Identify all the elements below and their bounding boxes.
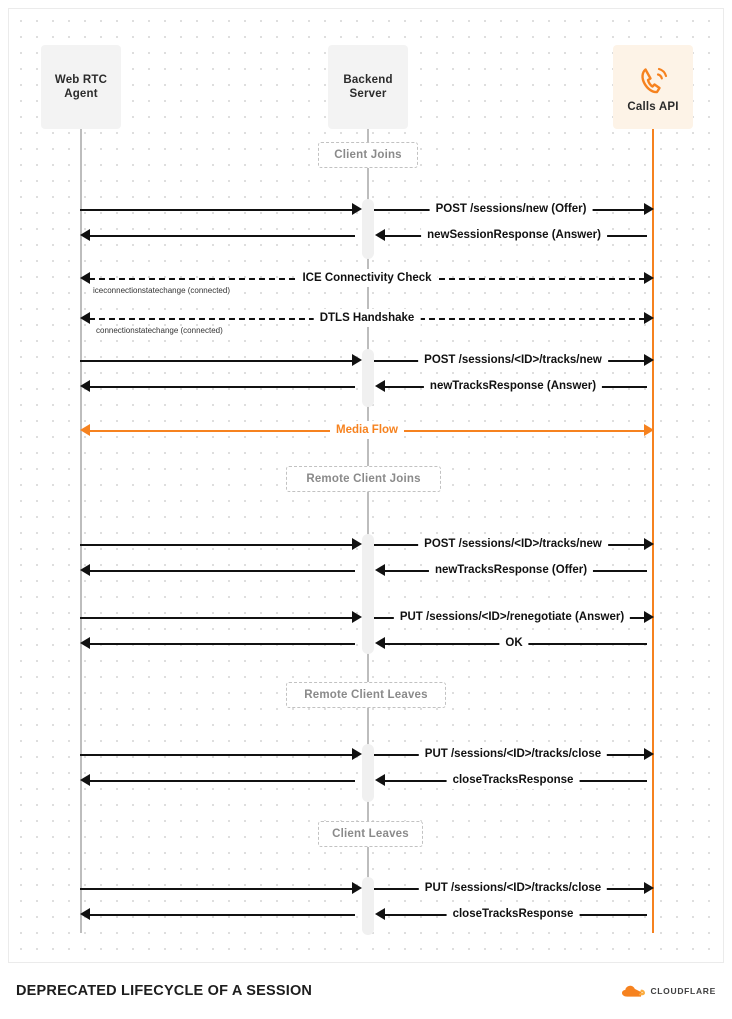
message-sublabel: connectionstatechange (connected)	[96, 326, 223, 335]
arrow-head-right-icon	[644, 354, 654, 366]
arrow-head-right-icon	[644, 312, 654, 324]
lifeline-calls	[652, 45, 654, 933]
arrow-head-right-icon	[644, 272, 654, 284]
message-label: POST /sessions/<ID>/tracks/new	[418, 535, 608, 553]
actor-calls-label: Calls API	[627, 100, 679, 113]
actor-webrtc-agent	[41, 45, 121, 129]
message-row	[9, 609, 725, 627]
arrow-head-left-icon	[80, 272, 90, 284]
phase-label: Remote Client Joins	[306, 473, 421, 485]
arrow-head-left-icon	[80, 229, 90, 241]
actor-webrtc-label-line1: Web RTC	[54, 73, 108, 86]
message-row	[9, 746, 725, 764]
arrow-line	[80, 544, 355, 546]
message-label: POST /sessions/new (Offer)	[430, 200, 593, 218]
arrow-head-left-icon	[80, 637, 90, 649]
message-label: newSessionResponse (Answer)	[421, 226, 607, 244]
cloud-icon	[621, 985, 645, 997]
message-label: closeTracksResponse	[447, 905, 580, 923]
message-row	[9, 378, 725, 396]
message-label: PUT /sessions/<ID>/tracks/close	[419, 745, 607, 763]
message-row	[9, 880, 725, 898]
cloudflare-logo	[621, 985, 716, 997]
message-row	[9, 201, 725, 219]
message-row	[9, 562, 725, 580]
arrow-head-right-icon	[352, 748, 362, 760]
arrow-head-left-icon	[375, 380, 385, 392]
arrow-line	[80, 888, 355, 890]
arrow-head-right-icon	[352, 538, 362, 550]
message-label: POST /sessions/<ID>/tracks/new	[418, 351, 608, 369]
phase-label: Client Leaves	[332, 828, 409, 840]
message-label: DTLS Handshake	[314, 309, 421, 327]
arrow-head-left-icon	[375, 637, 385, 649]
arrow-head-left-icon	[375, 908, 385, 920]
arrow-line	[89, 780, 355, 782]
message-row	[9, 227, 725, 245]
arrow-line	[89, 643, 355, 645]
message-label: PUT /sessions/<ID>/tracks/close	[419, 879, 607, 897]
message-row	[9, 906, 725, 924]
message-label: OK	[499, 634, 528, 652]
arrow-head-left-icon	[375, 564, 385, 576]
message-row	[9, 635, 725, 653]
message-row	[9, 536, 725, 554]
arrow-line	[80, 360, 355, 362]
arrow-head-left-icon	[80, 312, 90, 324]
arrow-head-left-icon	[80, 908, 90, 920]
arrow-head-right-icon	[644, 882, 654, 894]
message-label: ICE Connectivity Check	[296, 269, 437, 287]
phase-client-leaves	[318, 821, 423, 847]
phase-client-joins	[318, 142, 418, 168]
actor-backend-label-line2: Server	[349, 88, 387, 100]
arrow-line	[89, 235, 355, 237]
lifeline-webrtc	[80, 45, 82, 933]
actor-webrtc-label-line2: Agent	[64, 88, 98, 100]
arrow-head-left-icon	[375, 774, 385, 786]
arrow-head-left-icon	[80, 774, 90, 786]
phone-icon	[635, 64, 671, 98]
phase-label: Remote Client Leaves	[304, 689, 428, 701]
arrow-line	[80, 617, 355, 619]
arrow-head-right-icon	[644, 424, 654, 436]
actor-calls-api	[613, 45, 693, 129]
arrow-head-left-icon	[80, 564, 90, 576]
phase-remote-client-joins	[286, 466, 441, 492]
message-row-media-flow	[9, 422, 725, 440]
arrow-line	[80, 754, 355, 756]
arrow-line	[80, 209, 355, 211]
footer	[0, 963, 732, 1019]
arrow-head-right-icon	[644, 748, 654, 760]
message-label: newTracksResponse (Answer)	[424, 377, 602, 395]
message-label: Media Flow	[330, 421, 404, 439]
message-row	[9, 772, 725, 790]
arrow-head-left-icon	[80, 424, 90, 436]
arrow-line	[89, 570, 355, 572]
diagram-title: DEPRECATED LIFECYCLE OF A SESSION	[16, 983, 313, 999]
arrow-head-left-icon	[80, 380, 90, 392]
message-row	[9, 310, 725, 335]
message-label: PUT /sessions/<ID>/renegotiate (Answer)	[394, 608, 630, 626]
actor-backend-server	[328, 45, 408, 129]
message-label: closeTracksResponse	[447, 771, 580, 789]
arrow-line	[89, 386, 355, 388]
cloudflare-logo-text: CLOUDFLARE	[650, 986, 716, 996]
arrow-head-right-icon	[644, 203, 654, 215]
message-sublabel: iceconnectionstatechange (connected)	[93, 286, 230, 295]
phase-label: Client Joins	[334, 149, 402, 161]
message-label: newTracksResponse (Offer)	[429, 561, 593, 579]
arrow-line	[89, 914, 355, 916]
message-row	[9, 352, 725, 370]
arrow-head-right-icon	[644, 538, 654, 550]
arrow-head-right-icon	[352, 354, 362, 366]
actor-backend-label-line1: Backend	[343, 73, 393, 86]
arrow-head-right-icon	[352, 882, 362, 894]
arrow-head-right-icon	[644, 611, 654, 623]
message-row	[9, 270, 725, 295]
diagram-canvas	[8, 8, 724, 963]
arrow-head-left-icon	[375, 229, 385, 241]
arrow-head-right-icon	[352, 611, 362, 623]
arrow-head-right-icon	[352, 203, 362, 215]
phase-remote-client-leaves	[286, 682, 446, 708]
